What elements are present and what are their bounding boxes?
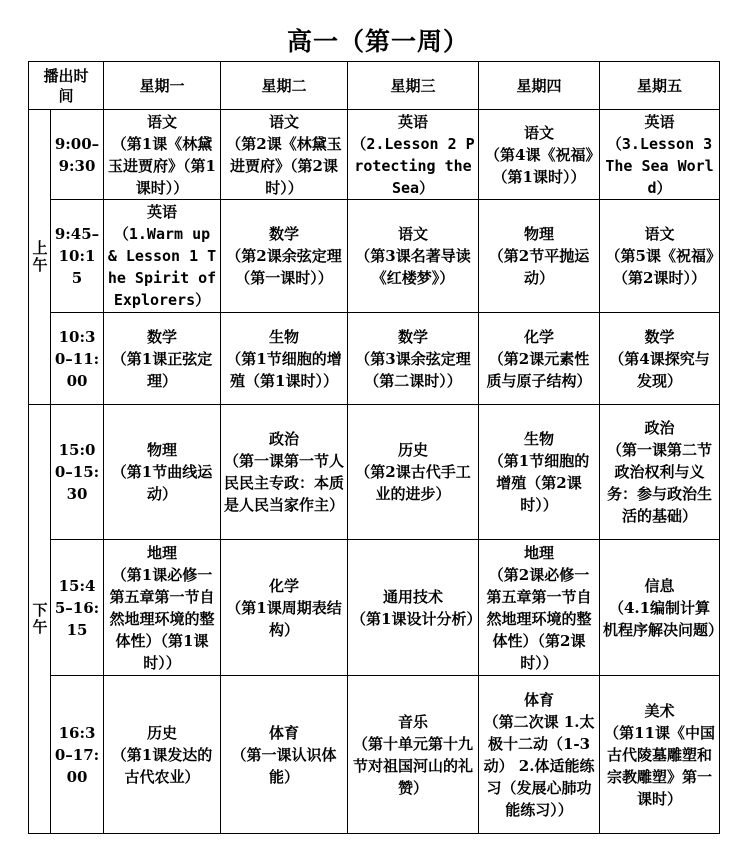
subject-label: 政治 (644, 419, 675, 437)
subject-label: 英语 (398, 112, 429, 131)
lesson-detail: （第1课设计分析） (351, 609, 482, 628)
class-cell (600, 110, 720, 200)
lesson-detail: （第1课必修一第五章第一节自然地理环境的整体性）（第1课时）） (109, 565, 215, 672)
lesson-detail: （第2课元素性质与原子结构） (486, 349, 592, 390)
lesson-detail: （1.Warm up & Lesson 1 The Spirit of Explorers） (107, 225, 217, 309)
class-cell (600, 540, 724, 676)
class-cell (221, 200, 348, 313)
class-cell (104, 540, 221, 676)
day-header: 星期四 (479, 62, 600, 110)
subject-label: 信息 (644, 576, 675, 595)
header-row (29, 62, 720, 110)
subject-label: 语文 (398, 225, 429, 243)
lesson-detail: （4.1编制计算机程序解决问题） (603, 598, 724, 639)
class-cell (221, 540, 348, 676)
class-cell (479, 540, 600, 676)
subject-label: 英语 (147, 203, 178, 221)
class-cell (104, 110, 221, 200)
lesson-detail: （第1节曲线运动） (111, 463, 213, 503)
subject-label: 语文 (644, 225, 675, 243)
lesson-detail: （第4课《祝福》（第1课时）） (485, 145, 593, 186)
subject-label: 数学 (398, 327, 429, 346)
time-slot: 10:30–11:00 (51, 313, 104, 405)
subject-label: 物理 (524, 225, 555, 243)
time-slot: 15:00–15:30 (51, 405, 104, 540)
subject-label: 语文 (147, 112, 178, 131)
subject-label: 化学 (269, 576, 300, 595)
lesson-detail: （第2课必修一第五章第一节自然地理环境的整体性）（第2课时）） (486, 565, 592, 672)
lesson-detail: （第3课余弦定理（第二课时）） (355, 349, 471, 390)
class-cell (479, 200, 600, 313)
class-cell (479, 676, 600, 834)
lesson-detail: （第1课正弦定理） (111, 349, 213, 390)
class-cell (348, 313, 479, 405)
day-header: 星期五 (600, 62, 720, 110)
table-row (29, 676, 720, 834)
subject-label: 历史 (147, 723, 178, 742)
lesson-detail: （第2节平抛运动） (488, 247, 590, 287)
lesson-detail: （第2课余弦定理（第一课时）） (226, 247, 342, 287)
subject-label: 英语 (644, 112, 675, 131)
lesson-detail: （第2课《林黛玉进贾府》（第2课时）） (226, 134, 342, 197)
subject-label: 语文 (269, 112, 300, 131)
lesson-detail: （第二次课 1.太极十二动（1-3动） 2.体适能练习（发展心肺功能练习）） (483, 712, 595, 819)
lesson-detail: （第2课古代手工业的进步） (355, 463, 471, 503)
subject-label: 地理 (147, 543, 178, 562)
class-cell (479, 110, 600, 200)
class-cell (348, 405, 479, 540)
lesson-detail: （第1课发达的古代农业） (111, 745, 213, 786)
class-cell (348, 110, 479, 200)
time-slot: 9:45–10:15 (51, 200, 104, 313)
class-cell (221, 110, 348, 200)
subject-label: 历史 (398, 441, 429, 459)
class-cell (348, 676, 479, 834)
subject-label: 生物 (524, 430, 555, 448)
lesson-detail: （第5课《祝福》（第2课时）） (605, 247, 714, 287)
lesson-detail: （第4课探究与发现） (609, 349, 710, 390)
class-cell (600, 313, 720, 405)
subject-label: 音乐 (398, 712, 429, 731)
lesson-detail: （第一课第二节政治权利与义务：参与政治生活的基础） (607, 441, 713, 525)
period-afternoon: 下午 (29, 405, 51, 834)
subject-label: 语文 (524, 123, 555, 142)
subject-label: 体育 (524, 690, 555, 709)
page-title: 高一（第一周） (286, 27, 469, 56)
class-cell (479, 405, 600, 540)
class-cell (600, 405, 720, 540)
class-cell (221, 405, 348, 540)
table-row (29, 313, 720, 405)
day-header: 星期三 (348, 62, 479, 110)
time-header (29, 62, 104, 110)
time-slot: 16:30–17:00 (51, 676, 104, 834)
lesson-detail: （第1节细胞的增殖（第1课时）） (226, 349, 342, 390)
table-row (29, 540, 720, 676)
day-header: 星期二 (221, 62, 348, 110)
lesson-detail: （3.Lesson 3 The Sea World） (605, 134, 714, 197)
class-cell (104, 676, 221, 834)
class-cell (600, 676, 720, 834)
class-cell (104, 313, 221, 405)
table-row (29, 110, 720, 200)
subject-label: 数学 (269, 225, 300, 243)
lesson-detail: （第1节细胞的增殖（第2课时）） (488, 452, 590, 514)
subject-label: 体育 (269, 723, 300, 742)
subject-label: 政治 (269, 430, 300, 448)
subject-label: 生物 (269, 327, 300, 346)
day-header: 星期一 (104, 62, 221, 110)
class-cell (221, 676, 348, 834)
lesson-detail: （2.Lesson 2 Protecting the Sea） (351, 134, 475, 197)
lesson-detail: （第11课《中国古代陵墓雕塑和宗教雕塑》第一课时） (604, 723, 715, 808)
lesson-detail: （第一课第一节人民民主专政：本质是人民当家作主） (224, 452, 345, 514)
class-cell (479, 313, 600, 405)
class-cell (104, 405, 221, 540)
table-row (29, 200, 720, 313)
subject-label: 地理 (524, 543, 555, 562)
lesson-detail: （第3课名著导读《红楼梦》） (355, 247, 471, 287)
class-cell (221, 313, 348, 405)
subject-label: 数学 (147, 327, 178, 346)
subject-label: 物理 (147, 441, 178, 459)
time-slot: 9:00–9:30 (51, 110, 104, 200)
table-row (29, 405, 720, 540)
class-cell (104, 200, 221, 313)
time-header-label: 播出时间 (43, 66, 89, 105)
subject-label: 通用技术 (383, 587, 444, 606)
period-morning: 上午 (29, 110, 51, 405)
lesson-detail: （第一课认识体能） (231, 745, 337, 786)
subject-label: 数学 (644, 327, 675, 346)
time-slot: 15:45–16:15 (51, 540, 104, 676)
lesson-detail: （第1课《林黛玉进贾府》（第1课时）） (108, 134, 216, 197)
subject-label: 美术 (644, 701, 675, 720)
schedule-table (28, 61, 724, 834)
class-cell (600, 200, 720, 313)
class-cell (348, 540, 482, 676)
lesson-detail: （第十单元第十九节对祖国河山的礼赞） (353, 734, 474, 797)
subject-label: 化学 (524, 327, 555, 346)
class-cell (348, 200, 479, 313)
lesson-detail: （第1课周期表结构） (226, 598, 342, 639)
